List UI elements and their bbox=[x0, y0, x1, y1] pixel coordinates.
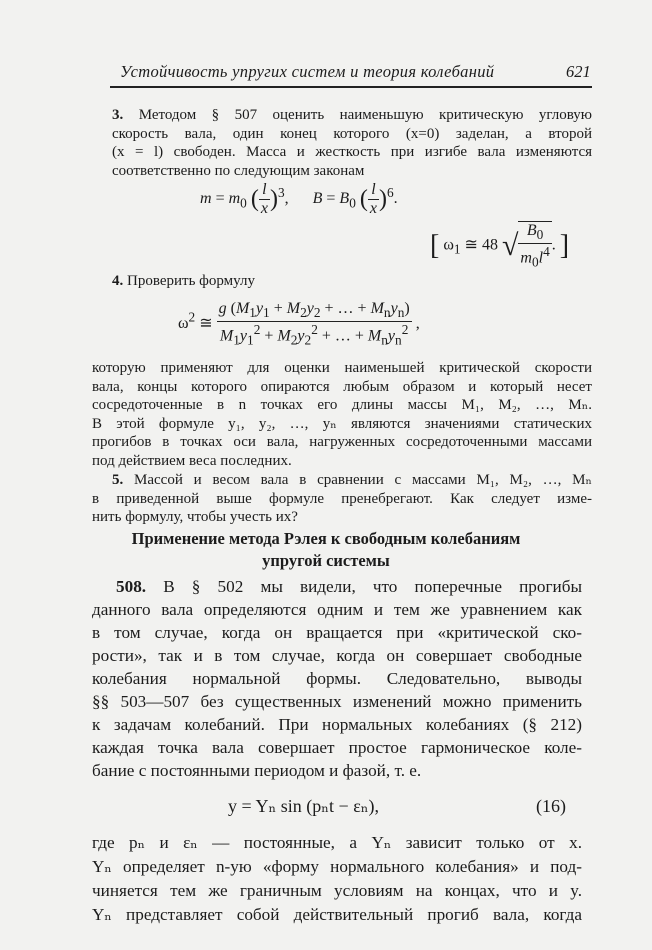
problem-4-text bbox=[92, 359, 592, 471]
section-508-after-line-4: Yₙ представляет собой действительный прогиб вала, когда bbox=[92, 905, 582, 924]
problem-3-line-1: 3. Методом § 507 оценить наименьшую критическую угловую bbox=[112, 107, 593, 123]
problem-4-number: 4. bbox=[112, 273, 124, 289]
section-508-after-line-1: где pₙ и εₙ — постоянные, а Yₙ зависит только от x. bbox=[92, 833, 582, 852]
section-heading bbox=[60, 528, 592, 572]
section-508-line-2: данного вала определяются одним и тем же уравнением как bbox=[92, 600, 582, 619]
section-508-line-5: колебания нормальной формы. Следовательно, выводы bbox=[92, 669, 582, 688]
running-header-title: Устойчивость упругих систем и теория колебаний bbox=[120, 62, 495, 81]
problem-5-number: 5. bbox=[112, 472, 124, 488]
problem-5-line-1: 5. Массой и весом вала в сравнении с массами M₁, M₂, …, Mₙ bbox=[112, 472, 592, 488]
problem-3-line-3: (x = l) свободен. Масса и жесткость при изгибе вала изменяются bbox=[112, 144, 592, 161]
formula-mass-stiffness: $m = m_0$ ( $\frac{l}{x}$ )$^3$, $B = B_0$ ( $\frac{l}{x}$ )$^6$. bbox=[200, 181, 398, 217]
equation-number: (16) bbox=[536, 796, 566, 816]
section-heading-line-2: упругой системы bbox=[262, 551, 390, 570]
formula-rayleigh-estimate: $\omega^2$ ≅ $\frac{g (M_1y_1 + M_2y_2 + \dots + M_ny_n)}{M_1y_1^2 + M_2y_2^2 + \dots + M_ny_n^2}$ , bbox=[178, 300, 420, 348]
section-508-line-8: каждая точка вала совершает простое гармоническое коле- bbox=[92, 738, 582, 757]
section-508-line-7: к задачам колебаний. При нормальных колебаниях (§ 212) bbox=[92, 715, 582, 734]
section-508-after-line-2: Yₙ определяет n-ую «форму нормального колебания» и под- bbox=[92, 857, 582, 876]
problem-4-line-2: вала, концы которого опираются любым образом и который несет bbox=[92, 378, 592, 395]
equation-16: y = Yₙ sin (pₙt − εₙ), bbox=[228, 796, 380, 816]
problem-3-number: 3. bbox=[112, 107, 124, 123]
problem-3 bbox=[112, 106, 592, 180]
section-508-line-1: 508. В § 502 мы видели, что поперечные прогибы bbox=[116, 577, 583, 596]
problem-5 bbox=[92, 471, 592, 527]
problem-3-line-4: соответственно по следующим законам bbox=[112, 162, 365, 179]
section-508-line-3: в том случае, когда он вращается при «критической ско- bbox=[92, 623, 582, 642]
section-508-after-line-3: чиняется тем же граничным условиям на концах, что и y. bbox=[92, 881, 582, 900]
section-508-number: 508. bbox=[116, 577, 147, 596]
problem-4-line-5: прогибов в точках оси вала, нагруженных сосредоточенными массами bbox=[92, 434, 592, 451]
problem-4-line-3: сосредоточенные в n точках его длины массы M₁, M₂, …, Mₙ. bbox=[92, 397, 592, 414]
problem-3-answer: [ $\omega_1$ ≅ 48 √ $\frac{B_0}{m_0l^4}$ . ] bbox=[430, 222, 570, 270]
problem-3-line-2: скорость вала, один конец которого (x=0) заделан, а второй bbox=[112, 125, 592, 142]
problem-4-line-4: В этой формуле y₁, y₂, …, yₙ являются значениями статических bbox=[92, 415, 592, 432]
section-508-line-6: §§ 503—507 без существенных изменений можно применить bbox=[92, 692, 582, 711]
problem-4-line-6: под действием веса последних. bbox=[92, 452, 292, 469]
page-number: 621 bbox=[566, 62, 591, 81]
section-508-line-4: рости», так и в том случае, когда он совершает свободные bbox=[92, 646, 582, 665]
problem-4-line-1: которую применяют для оценки наименьшей критической скорости bbox=[92, 360, 592, 376]
section-heading-line-1: Применение метода Рэлея к свободным колебаниям bbox=[131, 529, 521, 548]
problem-5-line-2: в приведенной выше формуле пренебрегают. Как следует изме- bbox=[92, 490, 592, 507]
problem-5-line-3: нить формулу, чтобы учесть их? bbox=[92, 509, 298, 526]
section-508-line-9: бание с постоянными периодом и фазой, т. е. bbox=[92, 761, 422, 780]
header-rule bbox=[110, 86, 592, 88]
problem-4-intro: 4. Проверить формулу bbox=[112, 273, 255, 289]
